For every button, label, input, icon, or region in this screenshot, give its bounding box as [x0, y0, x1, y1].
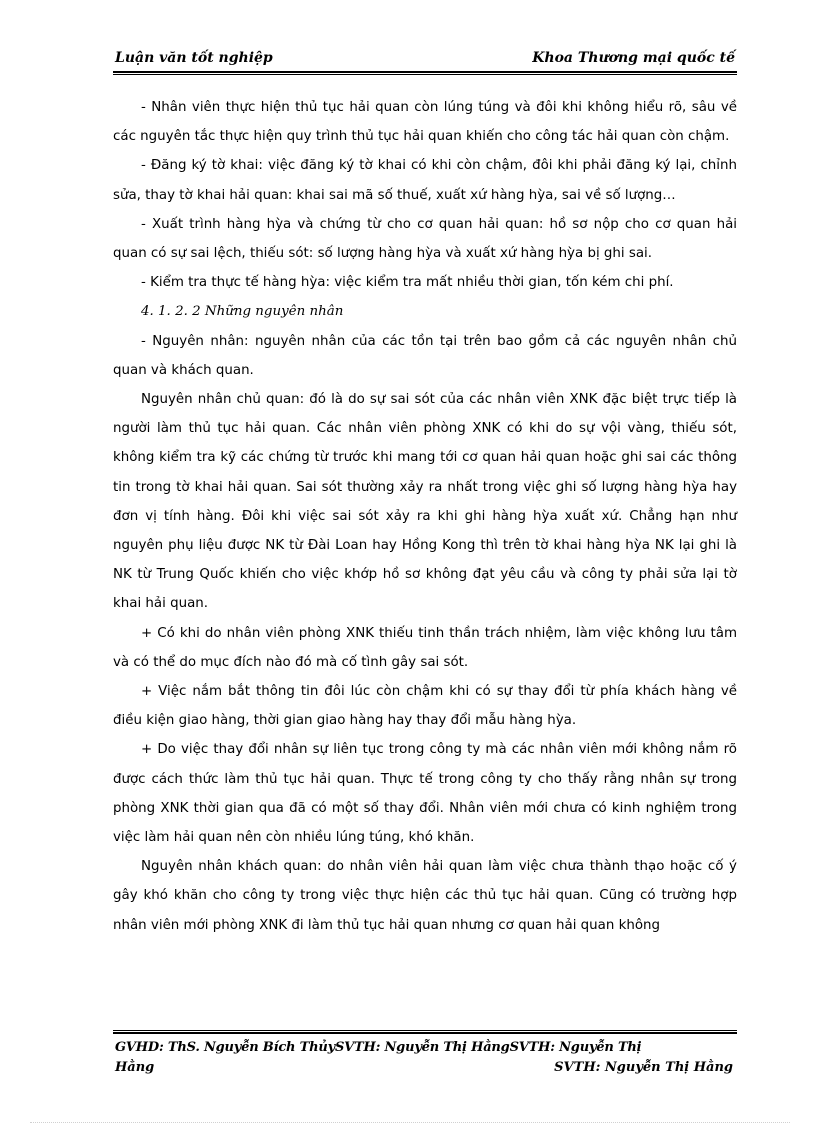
paragraph: + Có khi do nhân viên phòng XNK thiếu tinh thần trách nhiệm, làm việc không lưu tâm và có thể do mục đích nào đó mà cố tình gây sai sót.: [113, 625, 737, 670]
section-heading: 4. 1. 2. 2 Những nguyên nhân: [141, 304, 344, 320]
footer-line-2: [115, 1058, 735, 1078]
paragraph: + Việc nắm bắt thông tin đôi lúc còn chậm khi có sự thay đổi từ phía khách hàng về điều kiện giao hàng, thời gian giao hàng hay thay đổi mẫu hàng hỳa.: [113, 684, 737, 729]
header-thesis-title: Luận văn tốt nghiệp: [115, 50, 273, 66]
paragraph: - Nguyên nhân: nguyên nhân của các tồn tại trên bao gồm cả các nguyên nhân chủ quan và khách quan.: [113, 333, 737, 378]
paragraph: - Xuất trình hàng hỳa và chứng từ cho cơ quan hải quan: hồ sơ nộp cho cơ quan hải quan có sự sai lệch, thiếu sót: số lượng hàng hỳa và xuất xứ hàng hỳa bị ghi sai.: [113, 216, 737, 262]
footer-rule: [113, 1030, 737, 1034]
paragraph: - Đăng ký tờ khai: việc đăng ký tờ khai có khi còn chậm, đôi khi phải đăng ký lại, chỉnh sửa, thay tờ khai hải quan: khai sai mã số thuế, xuất xứ hàng hỳa, sai về số lượng…: [113, 158, 737, 203]
paragraph: Nguyên nhân chủ quan: đó là do sự sai sót của các nhân viên XNK đặc biệt trực tiếp là người làm thủ tục hải quan. Các nhân viên phòng XNK có khi do sự vội vàng, thiếu sót, không kiểm tra kỹ các chứng từ trước khi mang tới cơ quan hải quan hoặc ghi sai các thông tin trong tờ khai hải quan. Sai sót thường xảy ra nhất trong việc ghi số lượng hàng hỳa hay đơn vị tính hàng. Đôi khi việc sai sót xảy ra khi ghi hàng hỳa xuất xứ. Chẳng hạn như nguyên phụ liệu được NK từ Đài Loan hay Hồng Kong thì trên tờ khai hàng hỳa NK lại ghi là NK từ Trung Quốc khiến cho việc khớp hồ sơ không đạt yêu cầu và công ty phải sửa lại tờ khai hải quan.: [113, 392, 737, 612]
footer-name-fragment: Hằng: [115, 1060, 155, 1075]
paragraph: + Do việc thay đổi nhân sự liên tục trong công ty mà các nhân viên mới không nắm rõ được cách thức làm thủ tục hải quan. Thực tế trong công ty cho thấy rằng nhân sự trong phòng XNK thời gian qua đã có một số thay đổi. Nhân viên mới chưa có kinh nghiệm trong việc làm hải quan nên còn nhiều lúng túng, khó khăn.: [113, 742, 737, 846]
paragraph: - Nhân viên thực hiện thủ tục hải quan còn lúng túng và đôi khi không hiểu rõ, sâu về các nguyên tắc thực hiện quy trình thủ tục hải quan khiến cho công tác hải quan còn chậm.: [113, 100, 737, 145]
paragraph: - Kiểm tra thực tế hàng hỳa: việc kiểm tra mất nhiều thời gian, tốn kém chi phí.: [141, 275, 674, 291]
header-faculty: Khoa Thương mại quốc tế: [532, 50, 735, 66]
header-rule: [113, 71, 737, 75]
paragraph: Nguyên nhân khách quan: do nhân viên hải quan làm việc chưa thành thạo hoặc cố ý gây khó khăn cho công ty trong việc thực hiện các thủ tục hải quan. Cũng có trường hợp nhân viên mới phòng XNK đi làm thủ tục hải quan nhưng cơ quan hải quan không: [113, 859, 737, 933]
footer-student: SVTH: Nguyễn Thị Hằng: [554, 1060, 733, 1075]
footer-line-1: GVHD: ThS. Nguyễn Bích ThủySVTH: Nguyễn Thị HằngSVTH: Nguyễn Thị: [115, 1040, 642, 1055]
page-footer: [115, 1038, 735, 1078]
page-header: [113, 50, 737, 68]
document-body: [113, 93, 737, 940]
